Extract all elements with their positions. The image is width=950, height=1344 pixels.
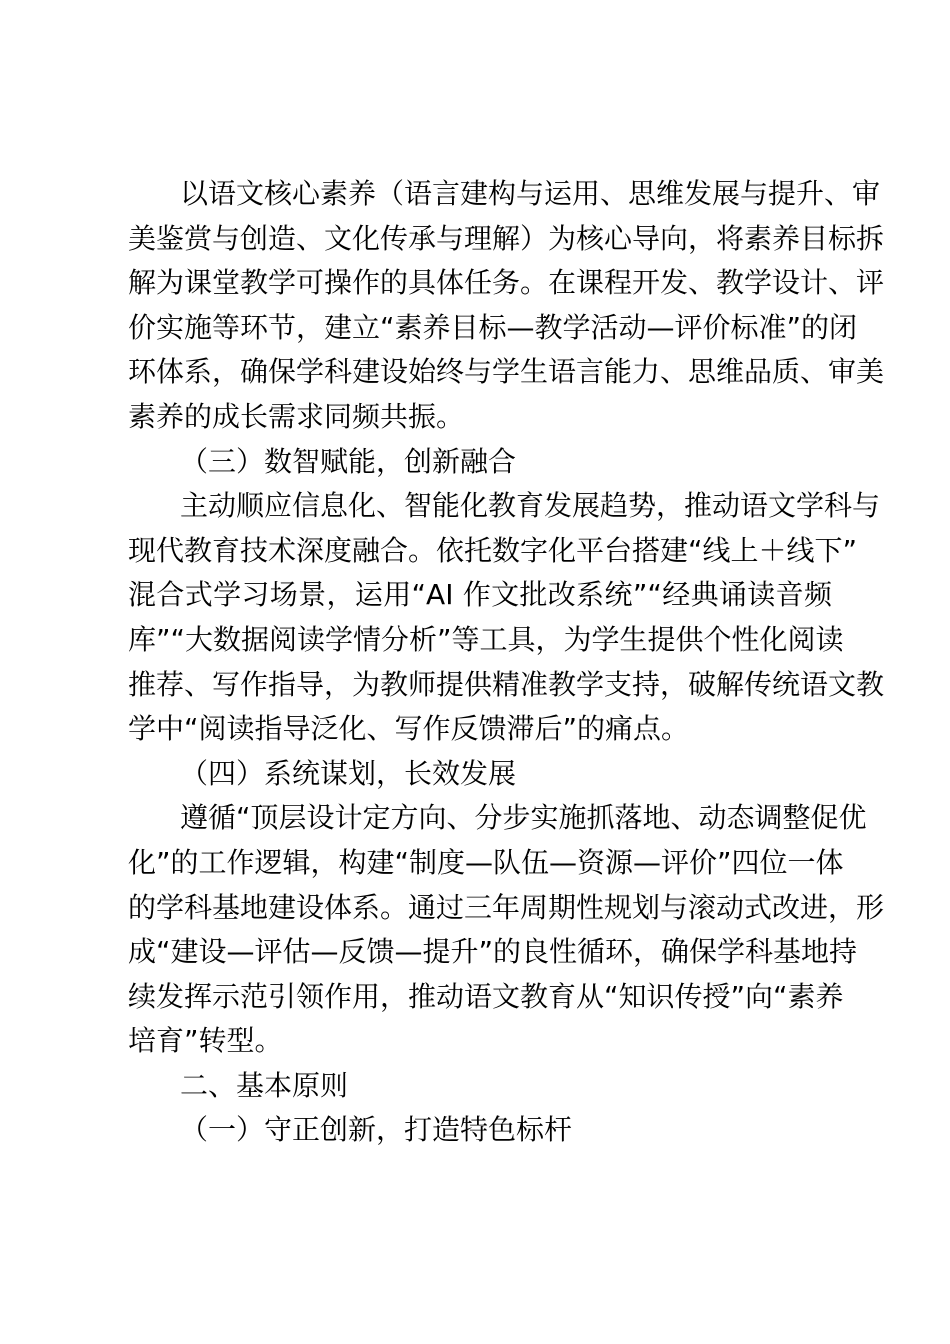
text-line: 混合式学习场景，运用“AI 作文批改系统”“经典诵读音频 [128,578,832,612]
text-line: 解为课堂教学可操作的具体任务。在课程开发、教学设计、评 [128,266,885,300]
text-line: 续发挥示范引领作用，推动语文教育从“知识传授”向“素养 [128,979,844,1013]
text-line: 主动顺应信息化、智能化教育发展趋势，推动语文学科与 [180,489,881,523]
heading-digital-empowerment [128,440,832,485]
text-line: 环体系，确保学科建设始终与学生语言能力、思维品质、审美 [128,355,885,389]
text-line: 推荐、写作指导，为教师提供精准教学支持，破解传统语文教 [128,667,885,701]
text-line: 学中“阅读指导泛化、写作反馈滞后”的痛点。 [128,712,690,746]
heading-systematic-planning [128,752,832,797]
text-line: 以语文核心素养（语言建构与运用、思维发展与提升、审 [180,177,881,210]
text-line: 现代教育技术深度融合。依托数字化平台搭建“线上＋线下” [128,533,858,567]
section-heading: （三）数智赋能，创新融合 [180,444,517,478]
heading-integrity-innovation [128,1108,832,1153]
text-line: 培育”转型。 [128,1024,283,1058]
paragraph-digital [128,484,885,752]
paragraph-systematic [128,796,885,1064]
section-heading: 二、基本原则 [180,1068,349,1102]
heading-basic-principles [128,1064,832,1109]
paragraph-core-literacy [128,172,885,440]
text-line: 库”“大数据阅读学情分析”等工具，为学生提供个性化阅读 [128,622,844,656]
text-line: 美鉴赏与创造、文化传承与理解）为核心导向，将素养目标拆 [128,221,885,255]
document-body [128,172,885,1153]
text-line: 成“建设—评估—反馈—提升”的良性循环，确保学科基地持 [128,935,858,969]
text-line: 价实施等环节，建立“素养目标—教学活动—评价标准”的闭 [128,310,858,344]
section-heading: （一）守正创新，打造特色标杆 [180,1113,573,1147]
text-line: 遵循“顶层设计定方向、分步实施抓落地、动态调整促优 [180,801,867,835]
text-line: 化”的工作逻辑，构建“制度—队伍—资源—评价”四位一体 [128,845,844,879]
text-line: 素养的成长需求同频共振。 [128,399,465,433]
text-line: 的学科基地建设体系。通过三年周期性规划与滚动式改进，形 [128,890,885,924]
section-heading: （四）系统谋划，长效发展 [180,756,517,790]
